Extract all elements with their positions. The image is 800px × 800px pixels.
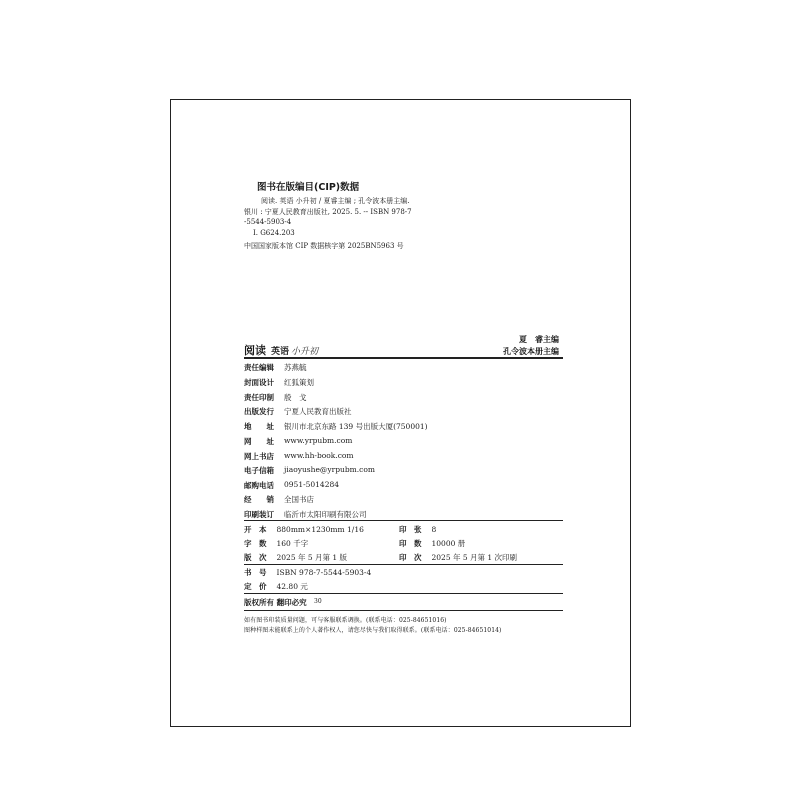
credit-value: jiaoyushe@yrpubm.com [284, 465, 375, 474]
cip-line: 阅读. 英语 小升初 / 夏睿主编 ; 孔令波本册主编. [261, 197, 410, 205]
credit-label: 责任印制 [244, 393, 274, 402]
divider [244, 357, 563, 359]
credit-label: 地 址 [244, 422, 274, 431]
credit-label: 网上书店 [244, 452, 274, 461]
credit-label: 网 址 [244, 437, 274, 446]
copyright-contact-note: 图种样图未能联系上的个人著作权人，请您尽快与我们取得联系。(联系电话：025-84651014) [244, 627, 502, 634]
credit-value: 0951-5014284 [284, 480, 340, 489]
spec-words: 字 数 160 千字 [244, 539, 309, 548]
credit-value: 全国书店 [284, 495, 314, 504]
spec-price: 定 价 42.80 元 [244, 582, 308, 591]
rights-notice: 版权所有 翻印必究 [244, 598, 307, 607]
divider [244, 564, 563, 565]
rights-number: 30 [314, 598, 322, 605]
credit-value: 银川市北京东路 139 号出版大厦(750001) [284, 422, 428, 431]
credit-value: www.hh-book.com [284, 451, 354, 460]
divider [244, 520, 563, 521]
divider [244, 610, 563, 611]
divider [244, 593, 563, 594]
service-note: 如有图书印装质量问题，可与客服联系调换。(联系电话：025-84651016) [244, 617, 447, 624]
spec-format: 开 本 880mm×1230mm 1/16 [244, 525, 364, 534]
spec-sheets: 印 张 8 [399, 525, 437, 534]
spec-copies: 印 数 10000 册 [399, 539, 466, 548]
credit-label: 封面设计 [244, 378, 274, 387]
cip-line: 银川 : 宁夏人民教育出版社, 2025. 5. -- ISBN 978-7 [244, 208, 412, 216]
credit-value: 殷 戈 [284, 393, 307, 402]
volume-editor: 孔令波本册主编 [503, 347, 559, 356]
book-title: 阅读 [244, 344, 266, 357]
credit-value: 临沂市太阳印刷有限公司 [284, 510, 367, 519]
credit-label: 责任编辑 [244, 363, 274, 372]
cip-line: 中国国家版本馆 CIP 数据核字第 2025BN5963 号 [244, 242, 404, 250]
credit-label: 印刷装订 [244, 510, 274, 519]
cip-line: Ⅰ. G624.203 [253, 229, 295, 237]
book-subject: 英语 [271, 347, 290, 357]
credit-value: www.yrpubm.com [284, 436, 353, 445]
copyright-page [170, 99, 631, 727]
book-level: 小升初 [291, 347, 319, 357]
credit-value: 宁夏人民教育出版社 [284, 407, 352, 416]
cip-line: -5544-5903-4 [244, 218, 292, 226]
credit-label: 邮购电话 [244, 481, 274, 490]
credit-value: 红狐策划 [284, 378, 314, 387]
cip-title: 图书在版编目(CIP)数据 [257, 182, 360, 193]
credit-label: 电子信箱 [244, 466, 274, 475]
spec-edition: 版 次 2025 年 5 月第 1 版 [244, 553, 348, 562]
chief-editor: 夏 睿主编 [519, 335, 559, 344]
spec-printing: 印 次 2025 年 5 月第 1 次印刷 [399, 553, 518, 562]
spec-isbn: 书 号 ISBN 978-7-5544-5903-4 [244, 568, 372, 577]
credit-value: 苏燕毓 [284, 363, 307, 372]
credit-label: 出版发行 [244, 407, 274, 416]
credit-label: 经 销 [244, 495, 274, 504]
